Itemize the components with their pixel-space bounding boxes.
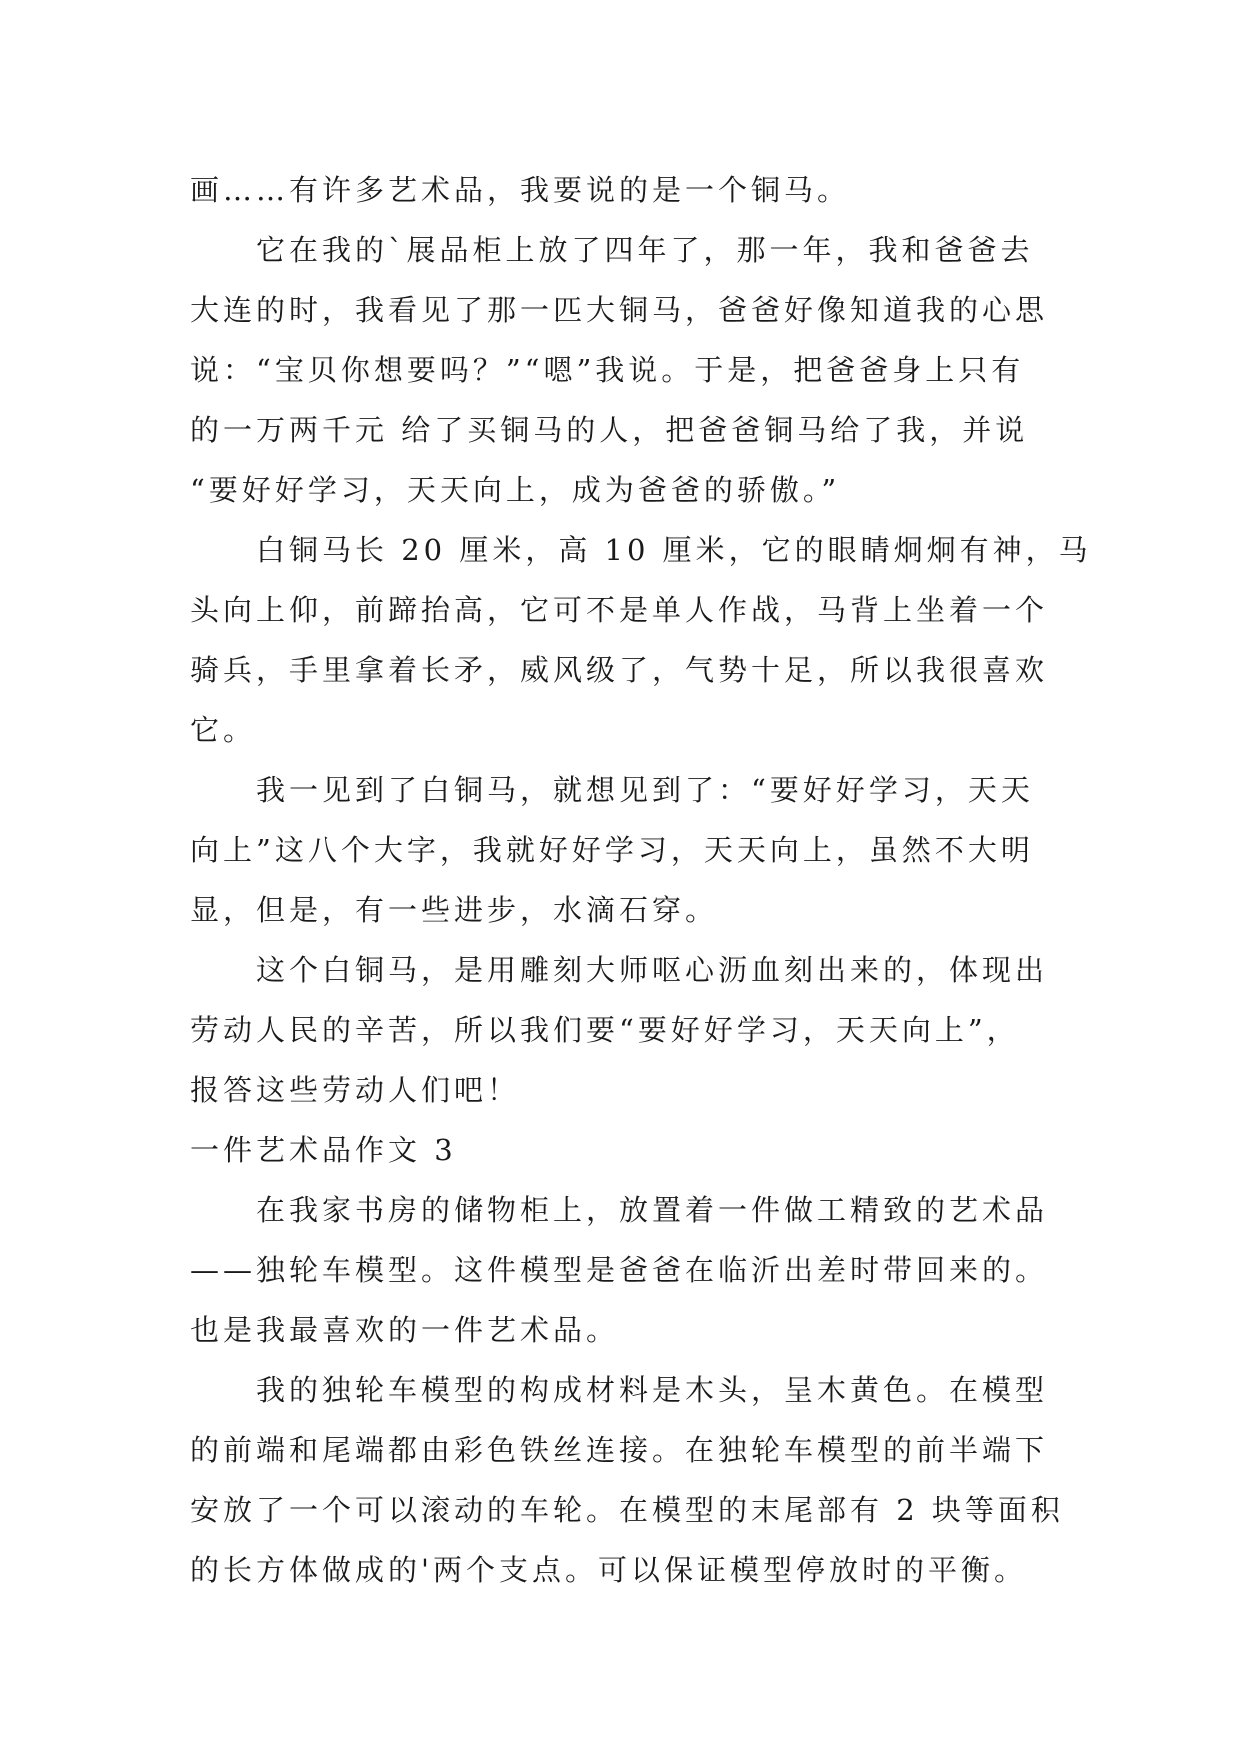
- text-line: 画……有许多艺术品，我要说的是一个铜马。: [190, 173, 851, 207]
- essay-body: [190, 160, 1092, 1600]
- text-line: 的长方体做成的'两个支点。可以保证模型停放时的平衡。: [190, 1553, 1027, 1587]
- text-line: 大连的时，我看见了那一匹大铜马，爸爸好像知道我的心思: [190, 293, 1049, 327]
- text-line: 安放了一个可以滚动的车轮。在模型的末尾部有 2 块等面积: [190, 1493, 1064, 1527]
- paragraph-start-line: 白铜马长 20 厘米，高 10 厘米，它的眼睛炯炯有神，马: [256, 533, 1092, 567]
- paragraph-start-line: 它在我的`展品柜上放了四年了，那一年，我和爸爸去: [256, 233, 1034, 267]
- text-line: 头向上仰，前蹄抬高，它可不是单人作战，马背上坐着一个: [190, 593, 1049, 627]
- text-line: 的一万两千元 给了买铜马的人，把爸爸铜马给了我，并说: [190, 413, 1029, 447]
- text-line: 的前端和尾端都由彩色铁丝连接。在独轮车模型的前半端下: [190, 1433, 1049, 1467]
- text-line: 向上”这八个大字，我就好好学习，天天向上，虽然不大明: [190, 833, 1034, 867]
- text-line: 也是我最喜欢的一件艺术品。: [190, 1313, 620, 1347]
- text-line: 骑兵，手里拿着长矛，威风级了，气势十足，所以我很喜欢: [190, 653, 1049, 687]
- text-line: 它。: [190, 713, 257, 747]
- paragraph-start-line: 我的独轮车模型的构成材料是木头，呈木黄色。在模型: [256, 1373, 1049, 1407]
- section-heading: 一件艺术品作文 3: [190, 1133, 457, 1167]
- text-line: 说：“宝贝你想要吗？”“嗯”我说。于是，把爸爸身上只有: [190, 353, 1025, 387]
- text-line: ——独轮车模型。这件模型是爸爸在临沂出差时带回来的。: [190, 1253, 1049, 1287]
- paragraph-start-line: 这个白铜马，是用雕刻大师呕心沥血刻出来的，体现出: [256, 953, 1049, 987]
- text-line: 劳动人民的辛苦，所以我们要“要好好学习，天天向上”，: [190, 1013, 1020, 1047]
- paragraph-start-line: 在我家书房的储物柜上，放置着一件做工精致的艺术品: [256, 1193, 1049, 1227]
- text-line: 报答这些劳动人们吧！: [190, 1073, 521, 1107]
- text-line: 显，但是，有一些进步，水滴石穿。: [190, 893, 719, 927]
- text-line: “要好好学习，天天向上，成为爸爸的骄傲。”: [190, 473, 841, 507]
- paragraph-start-line: 我一见到了白铜马，就想见到了：“要好好学习，天天: [256, 773, 1034, 807]
